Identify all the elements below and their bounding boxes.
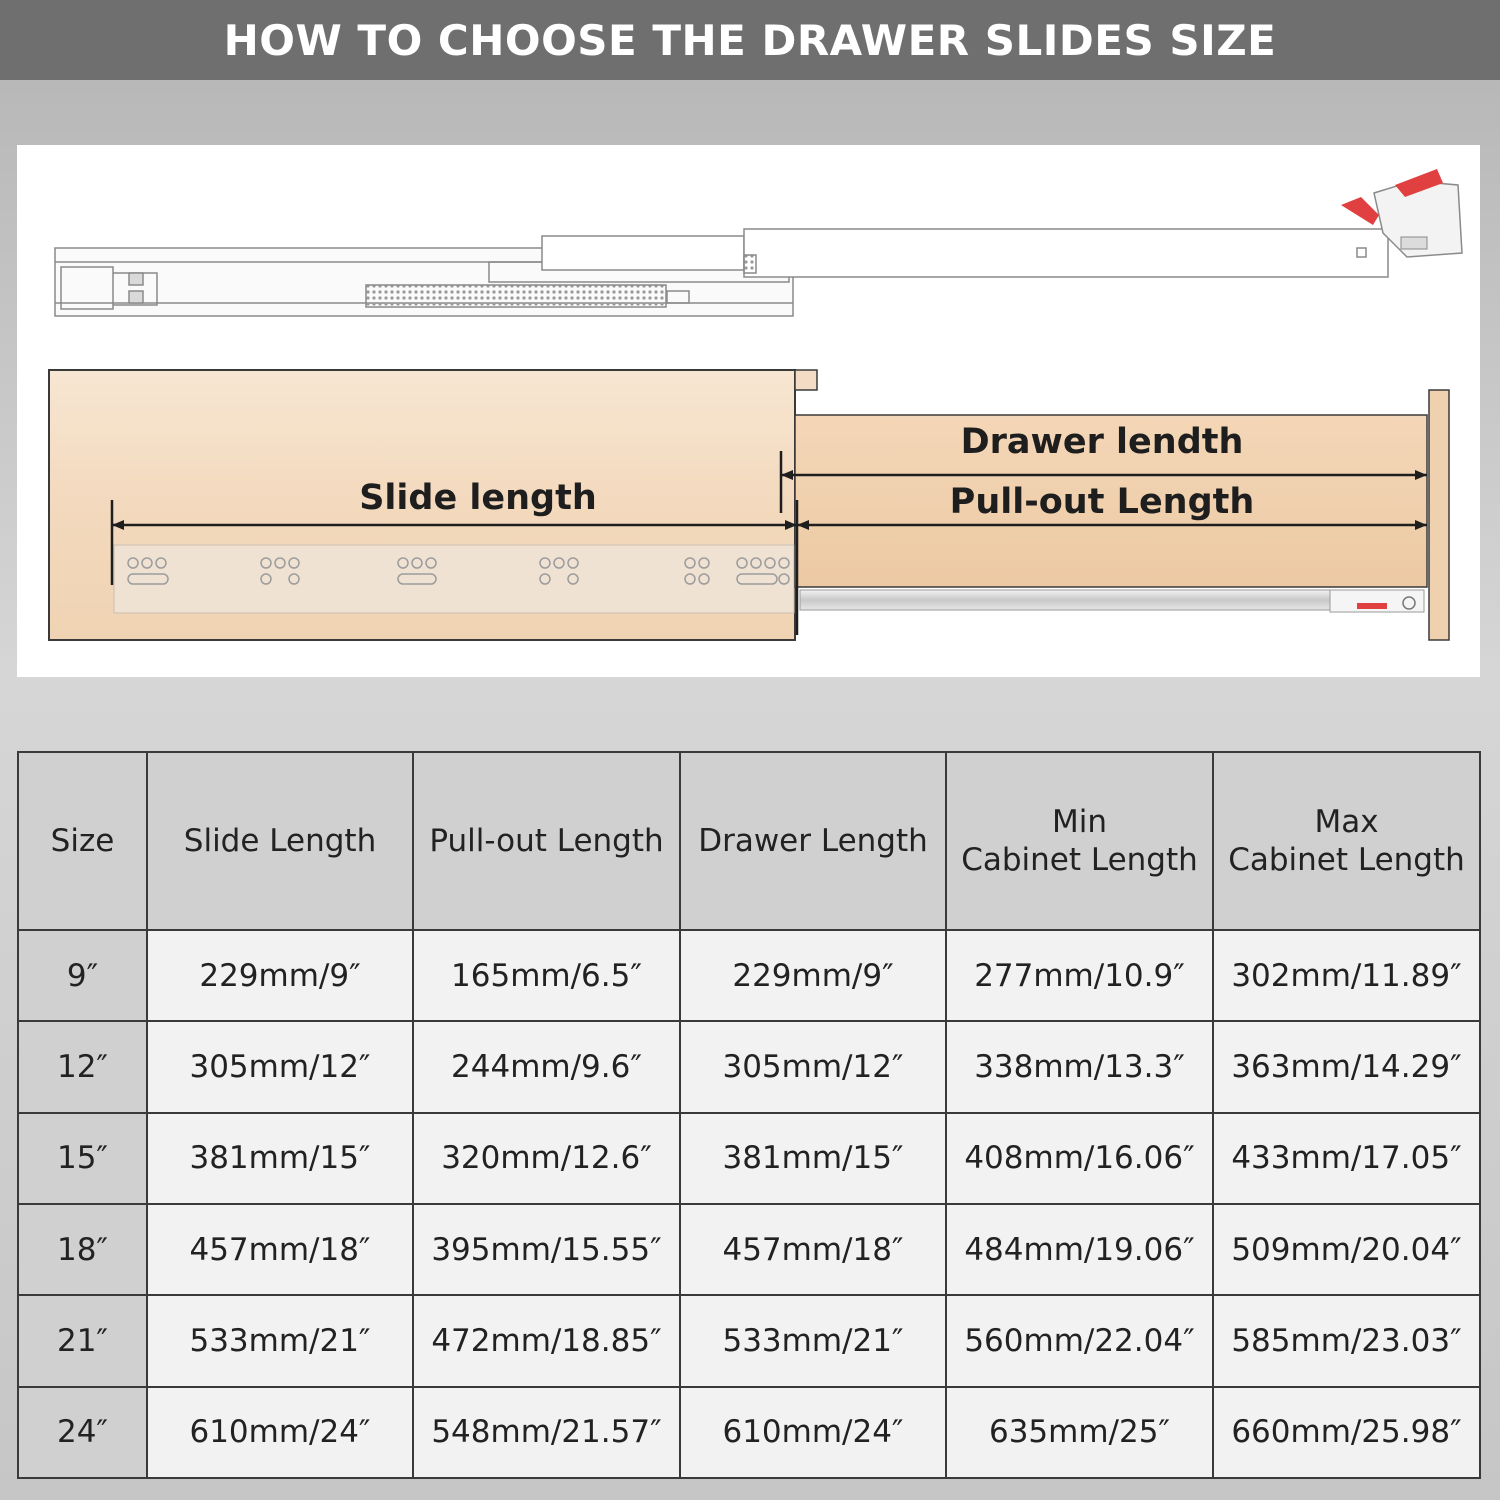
size-cell: 15″ [18,1113,147,1204]
table-row [18,1387,1480,1478]
drawer-length-label: Drawer lendth [960,422,1244,462]
slide-length-cell: 229mm/9″ [147,930,413,1021]
size-cell: 9″ [18,930,147,1021]
drawer-length-cell: 533mm/21″ [680,1295,946,1386]
extended-rail [800,590,1424,612]
size-cell: 18″ [18,1204,147,1295]
slide-length-cell: 381mm/15″ [147,1113,413,1204]
slide-length-cell: 457mm/18″ [147,1204,413,1295]
drawer-length-cell: 381mm/15″ [680,1113,946,1204]
min-cabinet-length-cell: 560mm/22.04″ [946,1295,1213,1386]
drawer-length-cell: 610mm/24″ [680,1387,946,1478]
drawer-slide-diagram [17,145,1480,677]
min-cabinet-length-cell: 338mm/13.3″ [946,1021,1213,1112]
size-cell: 12″ [18,1021,147,1112]
size-cell: 21″ [18,1295,147,1386]
size-table [17,751,1481,1479]
pullout-length-cell: 548mm/21.57″ [413,1387,680,1478]
min-cabinet-length-cell: 484mm/19.06″ [946,1204,1213,1295]
page-title: HOW TO CHOOSE THE DRAWER SLIDES SIZE [223,15,1277,65]
slide-length-cell: 305mm/12″ [147,1021,413,1112]
slide-rail [114,545,794,613]
pullout-length-label: Pull-out Length [949,482,1255,522]
max-cabinet-length-cell: 363mm/14.29″ [1213,1021,1480,1112]
diagram-panel [17,145,1480,677]
slide-line-drawing [55,229,1388,316]
max-cabinet-length-cell: 302mm/11.89″ [1213,930,1480,1021]
header-slide-length: Slide Length [147,752,413,930]
drawer-length-cell: 305mm/12″ [680,1021,946,1112]
min-cabinet-length-cell: 277mm/10.9″ [946,930,1213,1021]
pullout-length-cell: 472mm/18.85″ [413,1295,680,1386]
slide-length-cell: 533mm/21″ [147,1295,413,1386]
header-drawer-length: Drawer Length [680,752,946,930]
header-pullout-length: Pull-out Length [413,752,680,930]
table-row [18,1295,1480,1386]
pullout-length-cell: 320mm/12.6″ [413,1113,680,1204]
slide-length-label: Slide length [359,478,597,518]
table-row [18,1021,1480,1112]
min-cabinet-length-cell: 408mm/16.06″ [946,1113,1213,1204]
title-bar [0,0,1500,80]
max-cabinet-length-cell: 433mm/17.05″ [1213,1113,1480,1204]
size-cell: 24″ [18,1387,147,1478]
max-cabinet-length-cell: 585mm/23.03″ [1213,1295,1480,1386]
pullout-length-cell: 244mm/9.6″ [413,1021,680,1112]
pullout-length-cell: 395mm/15.55″ [413,1204,680,1295]
header-size: Size [18,752,147,930]
drawer-length-cell: 229mm/9″ [680,930,946,1021]
slide-length-cell: 610mm/24″ [147,1387,413,1478]
drawer-length-cell: 457mm/18″ [680,1204,946,1295]
pullout-length-cell: 165mm/6.5″ [413,930,680,1021]
table-row [18,1113,1480,1204]
header-min-cabinet-length: Min Cabinet Length [946,752,1213,930]
max-cabinet-length-cell: 509mm/20.04″ [1213,1204,1480,1295]
header-max-cabinet-length: Max Cabinet Length [1213,752,1480,930]
table-row [18,930,1480,1021]
max-cabinet-length-cell: 660mm/25.98″ [1213,1387,1480,1478]
table-row [18,1204,1480,1295]
min-cabinet-length-cell: 635mm/25″ [946,1387,1213,1478]
table-header-row [18,752,1480,930]
